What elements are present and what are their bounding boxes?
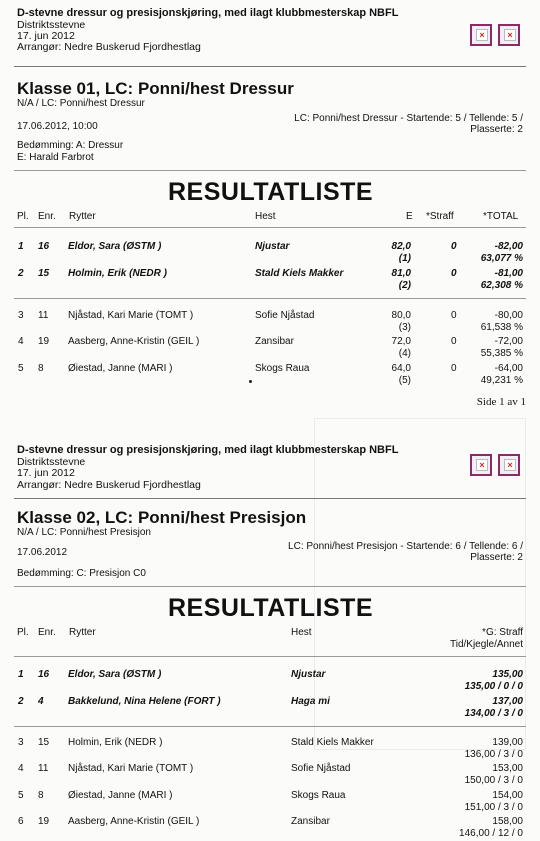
cell-pl: 3: [18, 310, 24, 321]
cell-pl: 3: [18, 737, 24, 748]
cell-detail: 150,00 / 3 / 0: [464, 775, 523, 786]
cell-pl: 2: [18, 268, 24, 279]
cell-hest: Zansibar: [291, 816, 330, 827]
speck: [249, 380, 252, 383]
cell-pct: 49,231 %: [480, 375, 523, 386]
broken-image-icon: ×: [498, 24, 520, 46]
cell-hest: Stald Kiels Makker: [255, 268, 344, 279]
cell-enr: 4: [38, 696, 44, 707]
cell-e: 64,0: [391, 363, 411, 374]
col-header-hest: Hest: [291, 627, 312, 638]
event-title: D-stevne dressur og presisjonskjøring, med ilagt klubbmesterskap NBFL: [17, 7, 399, 19]
cell-e-rank: (1): [398, 253, 411, 264]
divider: [14, 656, 526, 657]
cell-enr: 11: [38, 310, 49, 321]
class-title: Klasse 02, LC: Ponni/hest Presisjon: [17, 508, 307, 527]
cell-rytter: Holmin, Erik (NEDR ): [68, 737, 163, 748]
cell-pl: 6: [18, 816, 24, 827]
cell-e-rank: (4): [398, 348, 411, 359]
cell-detail: 135,00 / 0 / 0: [464, 681, 523, 692]
cell-straff: 0: [451, 336, 457, 347]
cell-enr: 8: [38, 363, 44, 374]
cell-rytter: Bakkelund, Nina Helene (FORT ): [68, 696, 221, 707]
class-stats-placed: Plasserte: 2: [470, 552, 523, 563]
cell-pct: 55,385 %: [480, 348, 523, 359]
col-header-total: *TOTAL: [483, 211, 519, 222]
col-header-pl: Pl.: [17, 627, 29, 638]
cell-rytter: Eldor, Sara (ØSTM ): [68, 241, 162, 252]
cell-total: 153,00: [492, 763, 523, 774]
class-datetime: 17.06.2012, 10:00: [17, 121, 98, 132]
event-organizer: Arrangør: Nedre Buskerud Fjordhestlag: [17, 479, 201, 491]
cell-e: 81,0: [391, 268, 411, 279]
cell-hest: Zansibar: [255, 336, 294, 347]
cell-hest: Haga mi: [291, 696, 330, 707]
page-number: Side 1 av 1: [476, 396, 526, 408]
divider: [14, 66, 526, 67]
cell-detail: 146,00 / 12 / 0: [459, 828, 523, 839]
cell-total: -72,00: [494, 336, 523, 347]
divider: [14, 498, 526, 499]
class-datetime: 17.06.2012: [17, 547, 68, 558]
cell-hest: Skogs Raua: [255, 363, 310, 374]
cell-e: 72,0: [391, 336, 411, 347]
cell-enr: 15: [38, 268, 50, 279]
cell-hest: Sofie Njåstad: [291, 763, 351, 774]
divider: [14, 298, 526, 299]
col-header-rytter: Rytter: [69, 211, 96, 222]
cell-pl: 4: [18, 336, 24, 347]
broken-image-icon: ×: [470, 24, 492, 46]
cell-pl: 5: [18, 790, 24, 801]
cell-pct: 63,077 %: [480, 253, 523, 264]
divider: [14, 726, 526, 727]
result-list-title: RESULTATLISTE: [168, 594, 374, 622]
result-list-title: RESULTATLISTE: [168, 178, 374, 206]
broken-image-icon: ×: [498, 454, 520, 476]
cell-enr: 19: [38, 816, 50, 827]
event-header: [17, 8, 398, 19]
col-header-enr: Enr.: [38, 627, 56, 638]
cell-pl: 1: [18, 669, 24, 680]
class-subtitle: N/A / LC: Ponni/hest Presisjon: [17, 527, 151, 538]
cell-total: -64,00: [494, 363, 523, 374]
cell-rytter: Holmin, Erik (NEDR ): [68, 268, 167, 279]
cell-hest: Njustar: [291, 669, 326, 680]
col-header-hest: Hest: [255, 211, 276, 222]
cell-rytter: Njåstad, Kari Marie (TOMT ): [68, 763, 194, 774]
cell-total: 154,00: [492, 790, 523, 801]
cell-rytter: Eldor, Sara (ØSTM ): [68, 669, 162, 680]
divider: [14, 586, 526, 587]
cell-enr: 15: [38, 737, 50, 748]
cell-e-rank: (5): [398, 375, 411, 386]
class-stats: LC: Ponni/hest Dressur - Startende: 5 / Tellende: 5 /: [294, 113, 523, 124]
event-date: 17. jun 2012: [17, 30, 75, 42]
cell-enr: 8: [38, 790, 44, 801]
cell-total: 137,00: [492, 696, 523, 707]
cell-total: 135,00: [492, 669, 523, 680]
cell-e: 82,0: [391, 241, 411, 252]
cell-detail: 136,00 / 3 / 0: [464, 749, 523, 760]
cell-detail: 151,00 / 3 / 0: [464, 802, 523, 813]
cell-pl: 5: [18, 363, 24, 374]
cell-straff: 0: [451, 363, 457, 374]
col-header-straff: *G: Straff: [482, 627, 523, 638]
cell-total: 139,00: [492, 737, 523, 748]
cell-detail: 134,00 / 3 / 0: [464, 708, 523, 719]
cell-straff: 0: [451, 268, 457, 279]
col-header-e: E: [406, 211, 413, 222]
event-header: [17, 445, 398, 456]
cell-total: -81,00: [494, 268, 523, 279]
divider: [14, 227, 526, 228]
cell-e-rank: (3): [398, 322, 411, 333]
judge-name: E: Harald Farbrot: [17, 152, 94, 163]
cell-pl: 1: [18, 241, 24, 252]
cell-hest: Stald Kiels Makker: [291, 737, 374, 748]
cell-pct: 62,308 %: [480, 280, 523, 291]
cell-hest: Skogs Raua: [291, 790, 346, 801]
cell-straff: 0: [451, 241, 457, 252]
cell-straff: 0: [451, 310, 457, 321]
cell-rytter: Aasberg, Anne-Kristin (GEIL ): [68, 816, 200, 827]
cell-rytter: Aasberg, Anne-Kristin (GEIL ): [68, 336, 200, 347]
cell-enr: 16: [38, 241, 50, 252]
cell-e-rank: (2): [398, 280, 411, 291]
cell-pl: 2: [18, 696, 24, 707]
event-organizer: Arrangør: Nedre Buskerud Fjordhestlag: [17, 41, 201, 53]
class-stats: LC: Ponni/hest Presisjon - Startende: 6 / Tellende: 6 /: [288, 541, 523, 552]
cell-enr: 16: [38, 669, 50, 680]
event-title: D-stevne dressur og presisjonskjøring, med ilagt klubbmesterskap NBFL: [17, 444, 399, 456]
cell-enr: 11: [38, 763, 49, 774]
col-header-pl: Pl.: [17, 211, 29, 222]
class-stats-placed: Plasserte: 2: [470, 124, 523, 135]
cell-total: 158,00: [492, 816, 523, 827]
cell-rytter: Øiestad, Janne (MARI ): [68, 790, 173, 801]
broken-image-icon: ×: [470, 454, 492, 476]
cell-total: -80,00: [494, 310, 523, 321]
event-date: 17. jun 2012: [17, 467, 75, 479]
col-header-straff-sub: Tid/Kjegle/Annet: [449, 639, 523, 650]
cell-pct: 61,538 %: [480, 322, 523, 333]
judging-type: Bedømming: A: Dressur: [17, 140, 124, 151]
col-header-straff: *Straff: [426, 211, 454, 222]
class-subtitle: N/A / LC: Ponni/hest Dressur: [17, 98, 145, 109]
class-title: Klasse 01, LC: Ponni/hest Dressur: [17, 79, 294, 98]
cell-total: -82,00: [494, 241, 523, 252]
judging-type: Bedømming: C: Presisjon C0: [17, 568, 146, 579]
cell-e: 80,0: [391, 310, 411, 321]
event-type: Distriktsstevne: [17, 19, 86, 31]
col-header-rytter: Rytter: [69, 627, 96, 638]
cell-enr: 19: [38, 336, 50, 347]
event-type: Distriktsstevne: [17, 456, 86, 468]
cell-rytter: Øiestad, Janne (MARI ): [68, 363, 173, 374]
cell-hest: Sofie Njåstad: [255, 310, 315, 321]
col-header-enr: Enr.: [38, 211, 56, 222]
cell-hest: Njustar: [255, 241, 290, 252]
cell-pl: 4: [18, 763, 24, 774]
divider: [14, 170, 526, 171]
cell-rytter: Njåstad, Kari Marie (TOMT ): [68, 310, 194, 321]
